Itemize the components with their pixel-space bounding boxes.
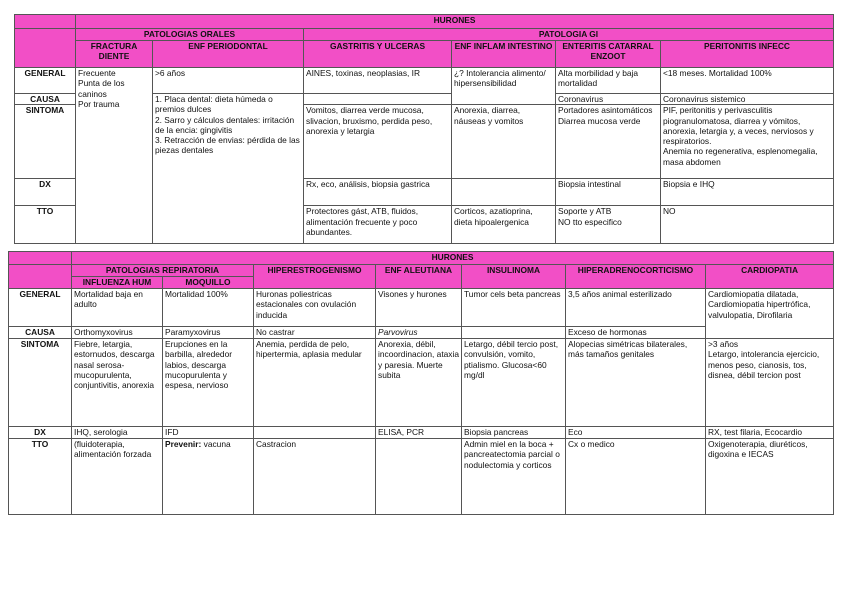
cell-insulinoma-dx: Biopsia pancreas — [462, 427, 566, 439]
cell-hiperestro-tto: Castracion — [254, 439, 376, 515]
cell-peritonitis-causa: Coronavirus sistemico — [661, 94, 834, 105]
cell-peritonitis-general: <18 meses. Mortalidad 100% — [661, 68, 834, 94]
row-label-general: GENERAL — [15, 68, 76, 94]
cell-text: Diarrea mucosa verde — [558, 115, 641, 126]
cell-insulinoma-tto: Admin miel en la boca + pancreatectomia parcial o nodulectomia y corticos — [462, 439, 566, 515]
col-header-respiratoria: PATOLOGIAS REPIRATORIA — [72, 265, 254, 277]
row-label-sintoma: SINTOMA — [15, 105, 76, 179]
cell-cardio-tto: Oxigenoterapia, diuréticos, digoxina e IECAS — [706, 439, 834, 515]
cell-influenza-dx: IHQ, serologia — [72, 427, 163, 439]
cell-text: Frecuente — [78, 68, 116, 78]
cell-gastritis-sintoma: Vomitos, diarrea verde mucosa, slivacion, bruxismo, perdida peso, anorexia y letargia — [304, 105, 452, 179]
cell-hiperadreno-sintoma: Alopecias simétricas bilaterales, más tamaños genitales — [566, 339, 706, 427]
col-header-hiperadreno: HIPERADRENOCORTICISMO — [566, 265, 706, 289]
group-header-oral: PATOLOGIAS ORALES — [76, 29, 304, 41]
col-header-cardio: CARDIOPATIA — [706, 265, 834, 289]
cell-periodontal-general: >6 años — [153, 68, 304, 94]
cell-text: Letargo, intolerancia ejercicio, menos peso, cianosis, tos, disnea, débil tercion post — [708, 349, 820, 380]
cell-enteritis-sintoma — [556, 105, 661, 179]
cell-text: Portadores asintomáticos — [558, 105, 653, 116]
cell-hiperadreno-general: 3,5 años animal esterilizado — [566, 289, 706, 327]
cell-peritonitis-sintoma — [661, 105, 834, 179]
cell-moquillo-causa: Paramyxovirus — [163, 327, 254, 339]
cell-text: Soporte y ATB — [558, 206, 612, 217]
col-header-periodontal: ENF PERIODONTAL — [153, 41, 304, 68]
cell-insulinoma-sintoma: Letargo, débil tercio post, convulsión, vomito, ptialismo. Glucosa<60 mg/dl — [462, 339, 566, 427]
cell-influenza-causa: Orthomyxovirus — [72, 327, 163, 339]
table-title: HURONES — [76, 15, 834, 29]
cell-hiperestro-sintoma: Anemia, perdida de pelo, hipertermia, aplasia medular — [254, 339, 376, 427]
cell-moquillo-tto — [163, 439, 254, 515]
col-header-influenza: INFLUENZA HUM — [72, 277, 163, 289]
cell-text: 2. Sarro y cálculos dentales: irritación de la encia: gingivitis — [155, 114, 295, 135]
ferret-oral-gi-table — [14, 14, 834, 244]
col-header-fractura: FRACTURA DIENTE — [76, 41, 153, 68]
cell-insulinoma-general: Tumor cels beta pancreas — [462, 289, 566, 327]
col-header-inflam: ENF INFLAM INTESTINO — [452, 41, 556, 68]
cell-text: Anemia no regenerativa, esplenomegalia, masa abdomen — [663, 146, 818, 167]
col-header-peritonitis: PERITONITIS INFECC — [661, 41, 834, 68]
col-header-hiperestro: HIPERESTROGENISMO — [254, 265, 376, 289]
cell-text: vacuna — [201, 439, 231, 449]
cell-text: NO tto especifico — [558, 216, 622, 227]
cell-text: >3 años — [708, 339, 739, 349]
group-header-gi: PATOLOGIA GI — [304, 29, 834, 41]
cell-cardio-dx: RX, test filaria, Ecocardio — [706, 427, 834, 439]
cell-aleutiana-causa: Parvovirus — [376, 327, 462, 339]
table-title: HURONES — [72, 252, 834, 265]
col-header-gastritis: GASTRITIS Y ULCERAS — [304, 41, 452, 68]
cell-influenza-general: Mortalidad baja en adulto — [72, 289, 163, 327]
cell-gastritis-dx: Rx, eco, análisis, biopsia gastrica — [304, 179, 452, 206]
cell-text: Punta de los caninos — [78, 78, 125, 99]
cell-inflam-general: ¿? Intolerancia alimento/ hipersensibilidad — [452, 68, 556, 105]
cell-hiperadreno-causa: Exceso de hormonas — [566, 327, 706, 339]
col-header-aleutiana: ENF ALEUTIANA — [376, 265, 462, 289]
cell-text: 1. Placa dental: dieta húmeda o premios dulces — [155, 94, 273, 115]
cell-peritonitis-dx: Biopsia e IHQ — [661, 179, 834, 206]
cell-aleutiana-dx: ELISA, PCR — [376, 427, 462, 439]
cell-influenza-tto: (fluidoterapia, alimentación forzada — [72, 439, 163, 515]
cell-text: Por trauma — [78, 98, 120, 109]
cell-aleutiana-general: Visones y hurones — [376, 289, 462, 327]
cell-peritonitis-tto: NO — [661, 206, 834, 244]
row-label-causa: CAUSA — [9, 327, 72, 339]
cell-hiperestro-causa: No castrar — [254, 327, 376, 339]
col-header-insulinoma: INSULINOMA — [462, 265, 566, 289]
cell-gastritis-general: AINES, toxinas, neoplasias, IR — [304, 68, 452, 94]
cell-periodontal-text — [153, 94, 304, 244]
cell-moquillo-sintoma: Erupciones en la barbilla, alrededor labios, descarga mucopurulenta y espesa, nervioso — [163, 339, 254, 427]
cell-text: 3. Retracción de envias: pérdida de las piezas dentales — [155, 135, 300, 156]
cell-hiperadreno-tto: Cx o medico — [566, 439, 706, 515]
col-header-enteritis: ENTERITIS CATARRAL ENZOOT — [556, 41, 661, 68]
cell-influenza-sintoma: Fiebre, letargia, estornudos, descarga nasal serosa- mucopurulenta, conjuntivitis, anorexia — [72, 339, 163, 427]
cell-hiperadreno-dx: Eco — [566, 427, 706, 439]
row-label-tto: TTO — [15, 206, 76, 244]
cell-hiperestro-general: Huronas poliestricas estacionales con ovulación inducida — [254, 289, 376, 327]
cell-moquillo-general: Mortalidad 100% — [163, 289, 254, 327]
cell-inflam-tto: Corticos, azatioprina, dieta hipoalergenica — [452, 206, 556, 244]
cell-enteritis-general: Alta morbilidad y baja mortalidad — [556, 68, 661, 94]
cell-fractura — [76, 68, 153, 244]
prevention-label: Prevenir: — [165, 439, 202, 449]
cell-text: PIF, peritonitis y perivasculitis piogranulomatosa, diarrea y vómitos, anorexia, letargia y, a veces, nerviosos y respiratorios. — [663, 105, 814, 146]
row-label-causa: CAUSA — [15, 94, 76, 105]
row-label-dx: DX — [9, 427, 72, 439]
cell-gastritis-tto: Protectores gást, ATB, fluidos, alimentación frecuente y poco abundantes. — [304, 206, 452, 244]
row-label-sintoma: SINTOMA — [9, 339, 72, 427]
cell-moquillo-dx: IFD — [163, 427, 254, 439]
cell-enteritis-causa: Coronavirus — [556, 94, 661, 105]
cell-inflam-sintoma: Anorexia, diarrea, náuseas y vomitos — [452, 105, 556, 179]
cell-aleutiana-sintoma: Anorexia, débil, incoordinacion, ataxia y paresia. Muerte subita — [376, 339, 462, 427]
row-label-tto: TTO — [9, 439, 72, 515]
row-label-dx: DX — [15, 179, 76, 206]
col-header-moquillo: MOQUILLO — [163, 277, 254, 289]
cell-enteritis-tto — [556, 206, 661, 244]
cell-cardio-general: Cardiomiopatia dilatada, Cardiomiopatia hipertrófica, valvulopatia, Dirofilaria — [706, 289, 834, 339]
cell-enteritis-dx: Biopsia intestinal — [556, 179, 661, 206]
row-label-general: GENERAL — [9, 289, 72, 327]
cell-cardio-sintoma — [706, 339, 834, 427]
ferret-systemic-table — [8, 251, 834, 515]
